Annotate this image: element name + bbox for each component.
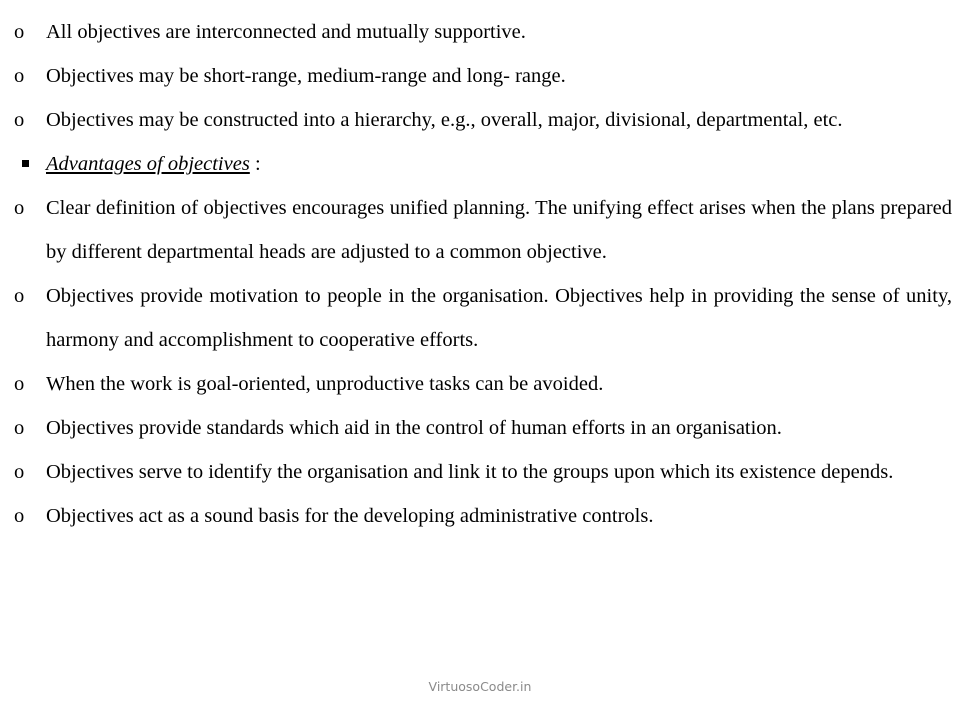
circle-bullet: o (14, 197, 25, 219)
list-item (14, 494, 952, 538)
list-item (14, 450, 952, 494)
slide-content (14, 10, 952, 538)
list-item-text: Objectives provide motivation to people in the organisation. Objectives help in providing the sense of unity, harmony and accomplishment to cooperative efforts. (46, 285, 952, 351)
list-item (14, 10, 952, 54)
list-item (14, 274, 952, 362)
circle-bullet: o (14, 417, 25, 439)
list-item (14, 362, 952, 406)
section-heading (14, 142, 952, 186)
circle-bullet: o (14, 461, 25, 483)
list-item-text: Objectives serve to identify the organisation and link it to the groups upon which its existence depends. (46, 461, 894, 483)
section-heading-suffix: : (249, 153, 261, 175)
list-item-text: Objectives act as a sound basis for the developing administrative controls. (46, 505, 654, 527)
footer-watermark: VirtuosoCoder.in (428, 679, 532, 694)
section-heading-text: Advantages of objectives (46, 153, 250, 175)
list-item (14, 54, 952, 98)
circle-bullet: o (14, 505, 25, 527)
list-item-text: Objectives may be constructed into a hierarchy, e.g., overall, major, divisional, departmental, etc. (46, 109, 843, 131)
list-item-text: All objectives are interconnected and mutually supportive. (46, 21, 526, 43)
circle-bullet: o (14, 109, 25, 131)
square-bullet-icon (14, 142, 46, 186)
circle-bullet: o (14, 65, 25, 87)
list-item-text: Objectives may be short-range, medium-range and long- range. (46, 65, 566, 87)
list-item-text: Clear definition of objectives encourages unified planning. The unifying effect arises when the plans prepared by different departmental heads are adjusted to a common objective. (46, 197, 952, 263)
list-item-text: When the work is goal-oriented, unproductive tasks can be avoided. (46, 373, 604, 395)
list-item (14, 186, 952, 274)
circle-bullet: o (14, 21, 25, 43)
list-item (14, 98, 952, 142)
list-item (14, 406, 952, 450)
list-item-text: Objectives provide standards which aid in the control of human efforts in an organisation. (46, 417, 782, 439)
circle-bullet: o (14, 285, 25, 307)
circle-bullet: o (14, 373, 25, 395)
